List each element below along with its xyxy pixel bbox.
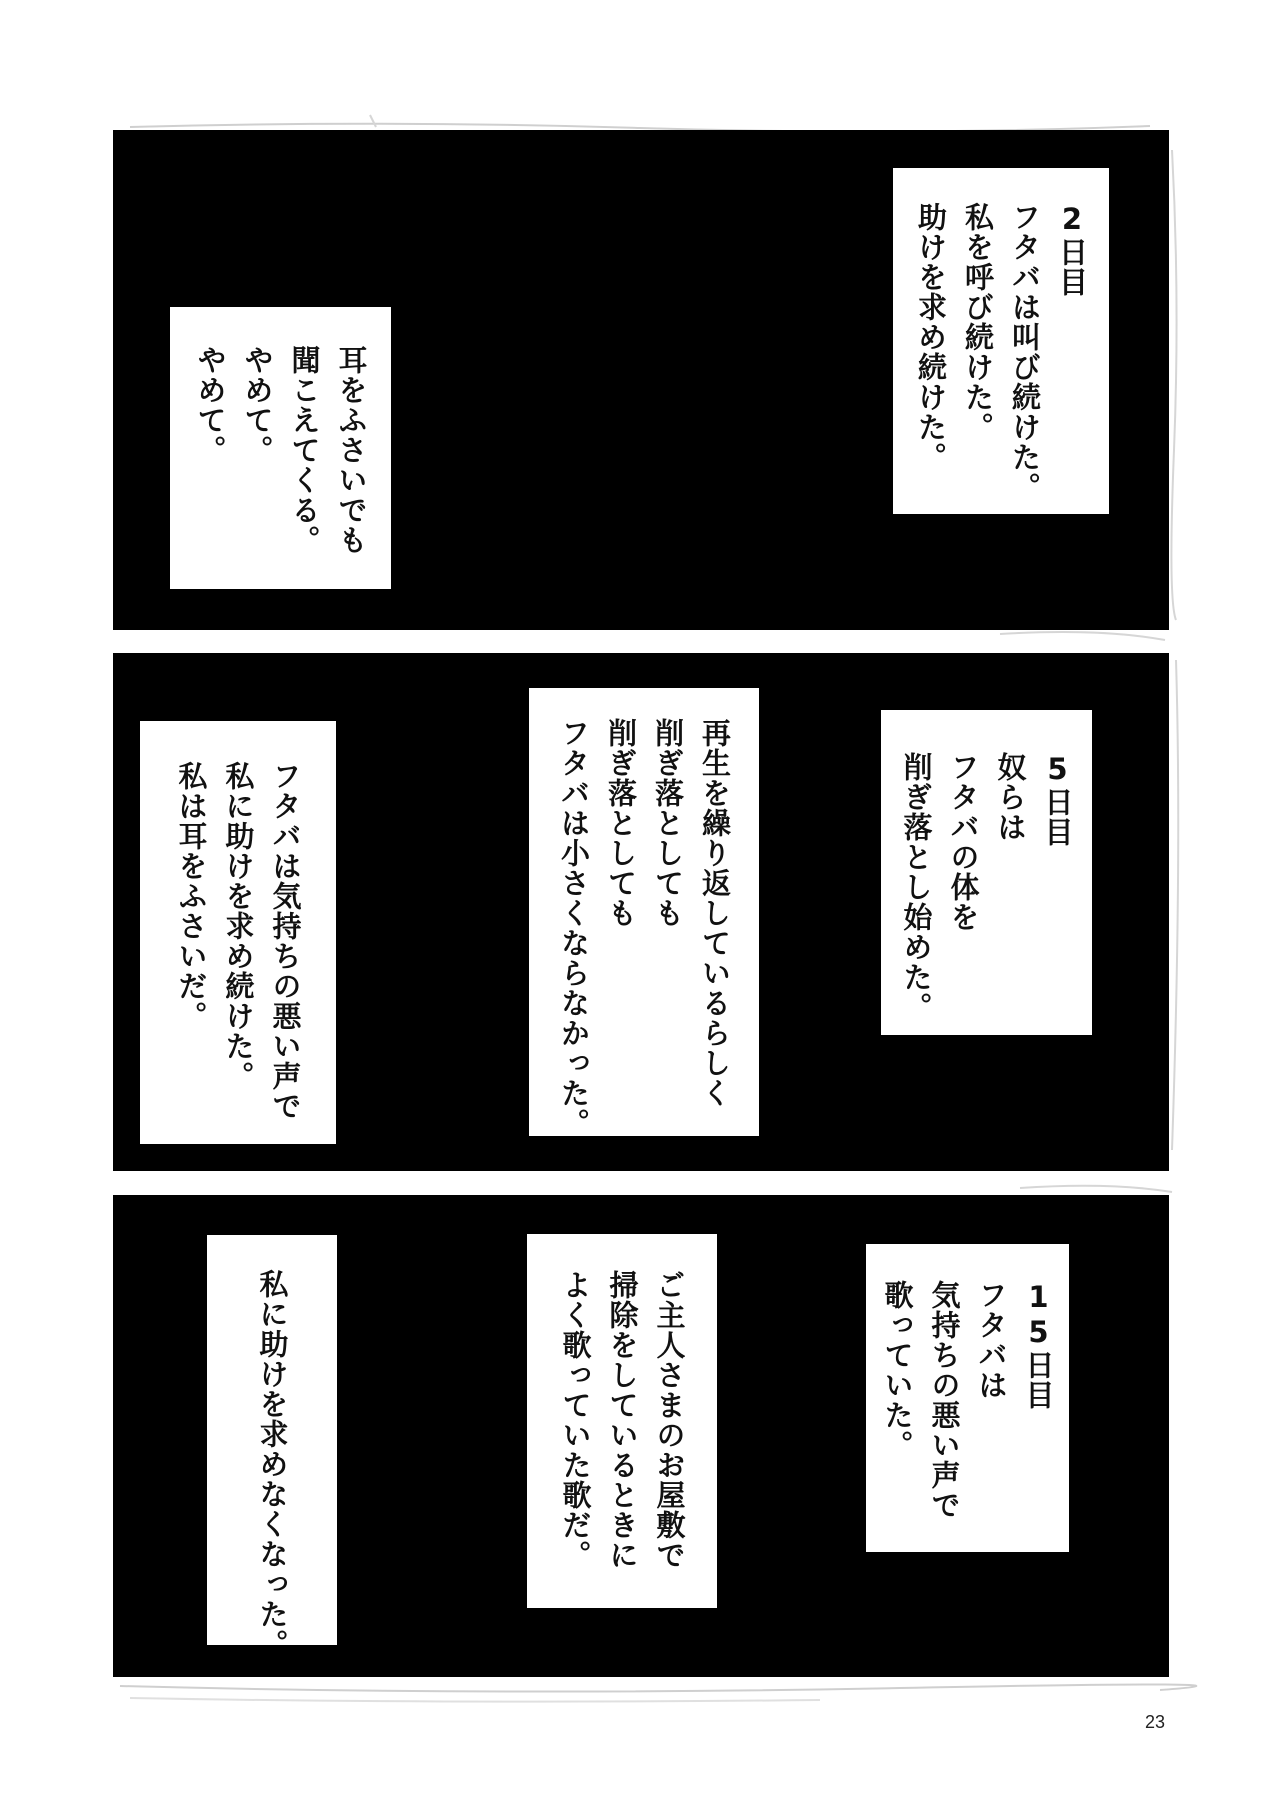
caption-text: 耳をふさいでも 聞こえてくる。 やめて。 やめて。 <box>193 345 369 555</box>
caption-text: フタバは気持ちの悪い声で 私に助けを求め続けた。 私は耳をふさいだ。 <box>174 761 303 1121</box>
caption-ears-covered <box>170 307 391 589</box>
caption-text: 5日目 奴らは フタバの体を 削ぎ落とし始めた。 <box>899 752 1075 1022</box>
panel-2 <box>113 653 1169 1171</box>
caption-text: ご主人さまのお屋敷で 掃除をしているときに よく歌っていた歌だ。 <box>558 1270 687 1570</box>
caption-text: 私に助けを求めなくなった。 <box>255 1269 290 1659</box>
page-number: 23 <box>1144 1712 1165 1732</box>
caption-no-more-help <box>207 1235 337 1659</box>
caption-text: 2日目 フタバは叫び続けた。 私を呼び続けた。 助けを求め続けた。 <box>914 202 1089 502</box>
caption-help-voice <box>140 721 336 1144</box>
caption-text: 15日目 フタバは 気持ちの悪い声で 歌っていた。 <box>880 1280 1056 1520</box>
caption-day2 <box>893 168 1109 514</box>
caption-regeneration <box>529 688 759 1136</box>
caption-text: 再生を繰り返しているらしく 削ぎ落としても 削ぎ落としても フタバは小さくならなかった。 <box>557 718 732 1138</box>
caption-day5 <box>881 710 1092 1035</box>
panel-1 <box>113 130 1169 630</box>
caption-song <box>527 1234 717 1608</box>
caption-day15 <box>866 1244 1069 1552</box>
panel-3 <box>113 1195 1169 1677</box>
